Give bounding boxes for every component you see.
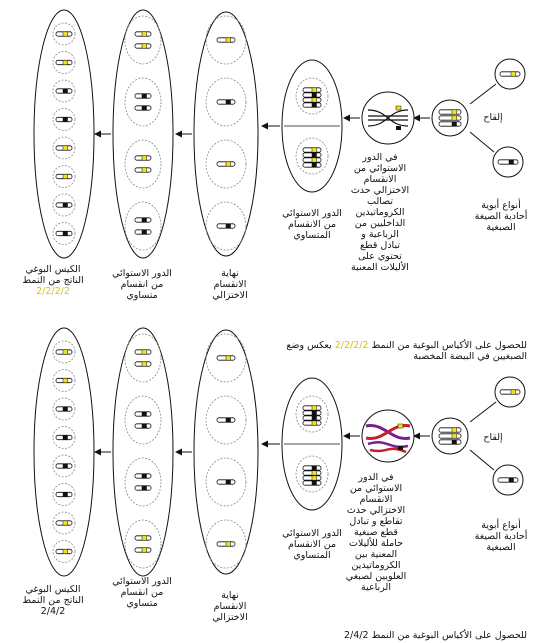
allele-band: [142, 218, 147, 222]
allele-band: [226, 542, 231, 546]
top-end-meiosis-label: نهاية الانقسام الاختزالي: [212, 268, 248, 301]
allele-band: [312, 148, 317, 152]
allele-band: [63, 32, 68, 36]
top-first-division-label: في الدور الاستوائي من الانقسام الاختزالي حدث تصالب الكروماتيدين الداخليين من الرباعية و تبادل قطع تحتوي على الأليلات المعنية: [350, 152, 410, 273]
top-parents-label: أنواع أبوية أحادية الصيغة الصبغية: [474, 200, 528, 233]
allele-band: [63, 231, 68, 235]
allele-band: [398, 446, 403, 450]
allele-band: [63, 521, 68, 525]
allele-band: [452, 440, 457, 444]
bottom-end-meiosis-label: نهاية الانقسام الاختزالي: [212, 590, 248, 623]
allele-band: [226, 480, 231, 484]
allele-band: [63, 146, 68, 150]
allele-band: [63, 203, 68, 207]
allele-band: [312, 88, 317, 92]
top-second-division-label: الدور الاستوائي من الانقسام المتساوي: [282, 208, 342, 241]
allele-band: [142, 44, 147, 48]
allele-band: [142, 474, 147, 478]
allele-band: [142, 106, 147, 110]
allele-band: [511, 72, 516, 76]
allele-band: [142, 156, 147, 160]
top-diagram: [34, 10, 525, 258]
allele-band: [509, 478, 514, 482]
allele-band: [312, 476, 317, 480]
allele-band: [63, 464, 68, 468]
allele-band: [312, 416, 317, 420]
allele-band: [312, 98, 317, 102]
allele-band: [452, 428, 457, 432]
allele-band: [226, 356, 231, 360]
allele-band: [312, 421, 317, 425]
allele-band: [142, 32, 147, 36]
allele-band: [312, 471, 317, 475]
top-third-division-label: الدور الاستوائي من انقسام متساوي: [112, 268, 172, 301]
allele-band: [63, 378, 68, 382]
chromatid: [439, 122, 461, 126]
chromatid: [500, 72, 520, 76]
allele-band: [63, 117, 68, 121]
allele-band: [63, 492, 68, 496]
allele-band: [142, 230, 147, 234]
allele-band: [312, 411, 317, 415]
allele-band: [396, 106, 401, 110]
bottom-sac-label: الكيس البوغي الناتج من النمط 2/4/2: [22, 584, 84, 617]
bottom-second-division-label: الدور الاستوائي من الانقسام المتساوي: [282, 528, 342, 561]
allele-band: [142, 486, 147, 490]
chromatid: [500, 390, 520, 394]
chromatid: [439, 110, 461, 114]
ascus: [34, 328, 94, 576]
allele-band: [142, 536, 147, 540]
allele-band: [452, 434, 457, 438]
allele-band: [452, 116, 457, 120]
allele-band: [63, 60, 68, 64]
fusion-line: [470, 402, 496, 422]
allele-band: [142, 424, 147, 428]
fusion-line: [470, 84, 496, 104]
allele-band: [63, 549, 68, 553]
chromatid: [439, 116, 461, 120]
allele-band: [312, 93, 317, 97]
allele-band: [396, 126, 401, 130]
allele-band: [142, 362, 147, 366]
allele-band: [142, 94, 147, 98]
allele-band: [63, 174, 68, 178]
chromatid: [439, 434, 461, 438]
allele-band: [312, 158, 317, 162]
bottom-third-division-label: الدور الاستوائي من انقسام متساوي: [112, 576, 172, 609]
allele-band: [509, 160, 514, 164]
allele-band: [452, 110, 457, 114]
allele-band: [312, 103, 317, 107]
caption: للحصول على الأكياس البوغية من النمط 2/2/2/2 يعكس وضع الصبغيين في البيضة المخصبة: [286, 340, 527, 362]
allele-band: [511, 390, 516, 394]
caption-pattern: 2/2/2/2: [334, 340, 369, 351]
top-sac-prefix: الكيس البوغي الناتج من النمط: [22, 264, 84, 286]
bottom-first-division-label: في الدور الاستوائي من الانقسام الاختزالي حدث تقاطع و تبادل قطع صبغية حاملة للأليلات المعنية بين الكروماتيدين العلويين لصبغي الرباعية: [345, 472, 407, 593]
allele-band: [63, 435, 68, 439]
chromatid: [439, 428, 461, 432]
allele-band: [142, 168, 147, 172]
allele-band: [226, 224, 231, 228]
top-fertilization-label: إلقاح: [483, 112, 503, 123]
allele-band: [63, 89, 68, 93]
allele-band: [312, 466, 317, 470]
top-sac-label: [22, 264, 84, 297]
allele-band: [63, 407, 68, 411]
bottom-parents-label: أنواع أبوية أحادية الصيغة الصبغية: [474, 520, 528, 553]
allele-band: [226, 418, 231, 422]
top-sac-pattern: 2/2/2/2: [36, 286, 70, 297]
allele-band: [312, 481, 317, 485]
allele-band: [142, 350, 147, 354]
fusion-line: [470, 132, 494, 152]
allele-band: [226, 162, 231, 166]
allele-band: [142, 548, 147, 552]
footer-note: للحصول على الأكياس البوغية من النمط 2/4/2: [343, 630, 527, 641]
allele-band: [398, 424, 403, 428]
allele-band: [63, 350, 68, 354]
meiosis-cell: [362, 410, 414, 462]
allele-band: [142, 412, 147, 416]
chromatid: [498, 160, 518, 164]
chromatid: [498, 478, 518, 482]
ascus: [34, 10, 94, 258]
allele-band: [312, 163, 317, 167]
allele-band: [452, 122, 457, 126]
allele-band: [312, 153, 317, 157]
ascus: [194, 330, 258, 574]
allele-band: [226, 100, 231, 104]
allele-band: [226, 38, 231, 42]
bottom-fertilization-label: إلقاح: [483, 432, 503, 443]
bottom-diagram: [34, 328, 525, 576]
allele-band: [312, 406, 317, 410]
chromatid: [439, 440, 461, 444]
fusion-line: [470, 450, 494, 470]
ascus: [194, 12, 258, 256]
